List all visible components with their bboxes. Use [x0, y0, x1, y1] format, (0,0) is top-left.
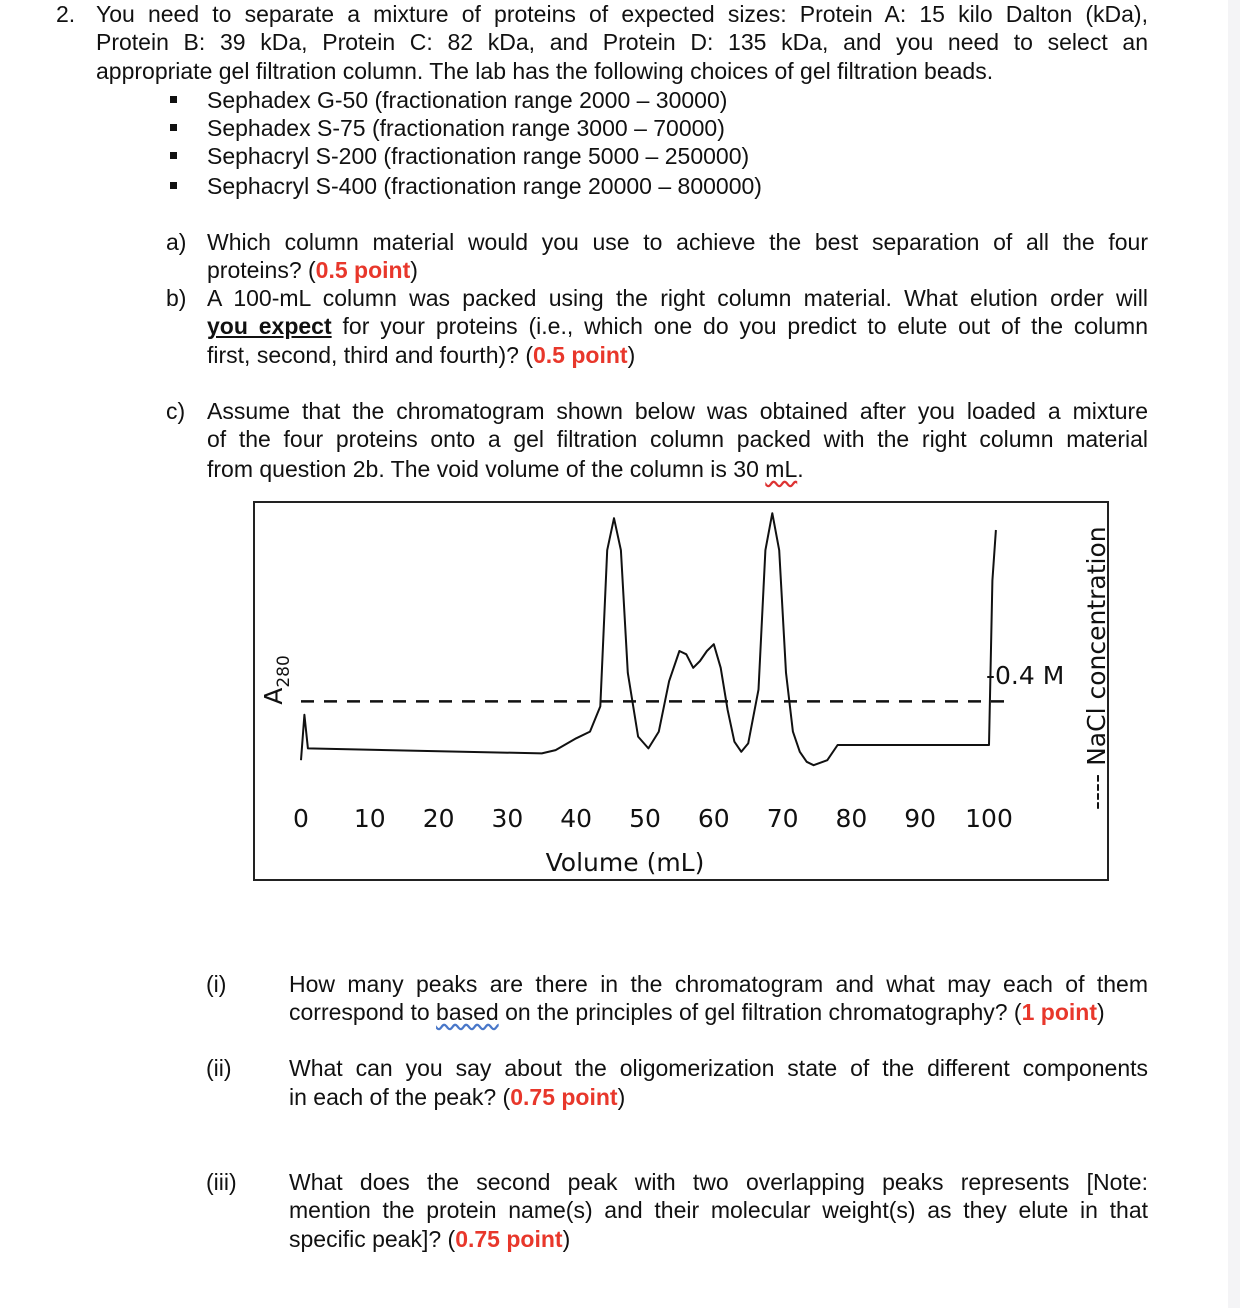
x-tick-label: 40	[560, 804, 593, 833]
nacl-marker-label: -0.4 M	[986, 661, 1065, 690]
x-tick-label: 50	[629, 804, 661, 833]
part-a-close: )	[410, 257, 418, 283]
part-c-end: .	[797, 456, 804, 482]
a280-trace	[301, 513, 996, 765]
subq-ii-label: (ii)	[206, 1055, 232, 1081]
subq-ii-close: )	[617, 1084, 626, 1110]
chromatogram-chart	[253, 501, 1109, 881]
subq-i-close: )	[1096, 999, 1105, 1025]
part-c-label: c)	[166, 398, 186, 424]
part-b-close: )	[627, 342, 636, 368]
part-b-rest: for your proteins (i.e., which one do you predict to elute out of the column	[331, 313, 1148, 339]
part-c-line-3	[207, 455, 804, 483]
part-b-points: 0.5 point	[533, 342, 628, 368]
bead-option-2: Sephadex S-75 (fractionation range 3000 – 70000)	[207, 115, 725, 141]
part-a-points: 0.5 point	[315, 257, 411, 283]
x-tick-label: 10	[353, 804, 386, 833]
subq-i-label: (i)	[206, 971, 227, 997]
part-b-line-3	[207, 341, 635, 369]
subq-iii-close: )	[562, 1226, 571, 1252]
subq-iii-points: 0.75 point	[455, 1226, 563, 1252]
intro-line-3: appropriate gel filtration column. The lab has the following choices of gel filtration beads.	[96, 58, 994, 84]
y-axis-label-main: A	[259, 687, 288, 705]
subq-ii-line-2	[289, 1083, 625, 1111]
x-tick-label: 20	[422, 804, 455, 833]
x-tick-label: 90	[904, 804, 937, 833]
x-tick-label: 70	[766, 804, 799, 833]
subq-i-post: on the principles of gel filtration chromatography? (	[498, 999, 1022, 1025]
nacl-label-text: NaCl concentration	[1082, 526, 1111, 766]
bullet-marker	[170, 182, 177, 189]
part-a-line-2	[207, 256, 418, 284]
part-b-line-1: A 100-mL column was packed using the right column material. What elution order will	[207, 285, 1148, 311]
y-axis-label-right	[1082, 526, 1111, 810]
subq-i-line-2	[289, 998, 1105, 1026]
part-a-text: proteins? (	[207, 257, 316, 283]
x-tick-label: 30	[491, 804, 524, 833]
x-tick-label: 0	[293, 804, 309, 833]
x-tick-label: 100	[965, 804, 1013, 833]
bead-option-3: Sephacryl S-200 (fractionation range 5000 – 250000)	[207, 143, 750, 169]
part-c-line-2: of the four proteins onto a gel filtration column packed with the right column material	[207, 426, 1148, 452]
y-axis-label-left	[259, 655, 294, 705]
nacl-legend-dashes: ----	[1082, 773, 1111, 810]
subq-iii-line-1: What does the second peak with two overlapping peaks represents [Note:	[289, 1169, 1148, 1195]
x-tick-label: 60	[697, 804, 730, 833]
bead-option-1: Sephadex G-50 (fractionation range 2000 – 30000)	[207, 87, 728, 113]
chromatogram-svg	[255, 503, 1111, 883]
subq-ii-points: 0.75 point	[510, 1084, 618, 1110]
part-b-text: first, second, third and fourth)? (	[207, 342, 533, 368]
x-tick-label: 80	[835, 804, 868, 833]
part-c-line-1: Assume that the chromatogram shown below was obtained after you loaded a mixture	[207, 398, 1148, 424]
intro-line-1: You need to separate a mixture of proteins of expected sizes: Protein A: 15 kilo Dalton (kDa),	[96, 1, 1148, 27]
part-a-label: a)	[166, 229, 187, 255]
subq-iii-label: (iii)	[206, 1169, 237, 1195]
bullet-marker	[170, 124, 177, 131]
subq-iii-line-3	[289, 1225, 570, 1253]
part-b-emphasis: you expect	[207, 313, 332, 339]
bead-option-4: Sephacryl S-400 (fractionation range 20000 – 800000)	[207, 173, 762, 199]
subq-i-wavy-word: based	[436, 999, 499, 1025]
a280-series-layer	[301, 513, 996, 765]
subq-ii-line-1: What can you say about the oligomerization state of the different components	[289, 1055, 1148, 1081]
subq-iii-text: specific peak]? (	[289, 1226, 456, 1252]
subq-i-pre: correspond to	[289, 999, 437, 1025]
y-axis-label-subscript: 280	[274, 655, 294, 688]
part-b-label: b)	[166, 285, 187, 311]
void-volume-unit: mL	[765, 456, 798, 482]
intro-line-2: Protein B: 39 kDa, Protein C: 82 kDa, and Protein D: 135 kDa, and you need to select an	[96, 29, 1148, 55]
window-edge-strip	[1228, 0, 1240, 1308]
bullet-marker	[170, 96, 177, 103]
part-b-line-2	[207, 312, 1148, 340]
x-axis-label: Volume (mL)	[545, 848, 705, 877]
bullet-marker	[170, 152, 177, 159]
subq-iii-line-2: mention the protein name(s) and their molecular weight(s) as they elute in that	[289, 1197, 1148, 1223]
subq-i-points: 1 point	[1021, 999, 1097, 1025]
subq-i-line-1: How many peaks are there in the chromatogram and what may each of them	[289, 971, 1148, 997]
part-c-text: from question 2b. The void volume of the column is 30	[207, 456, 766, 482]
x-tick-labels	[293, 804, 1013, 833]
question-number: 2.	[56, 1, 76, 27]
part-a-line-1: Which column material would you use to achieve the best separation of all the four	[207, 229, 1148, 255]
subq-ii-text: in each of the peak? (	[289, 1084, 511, 1110]
